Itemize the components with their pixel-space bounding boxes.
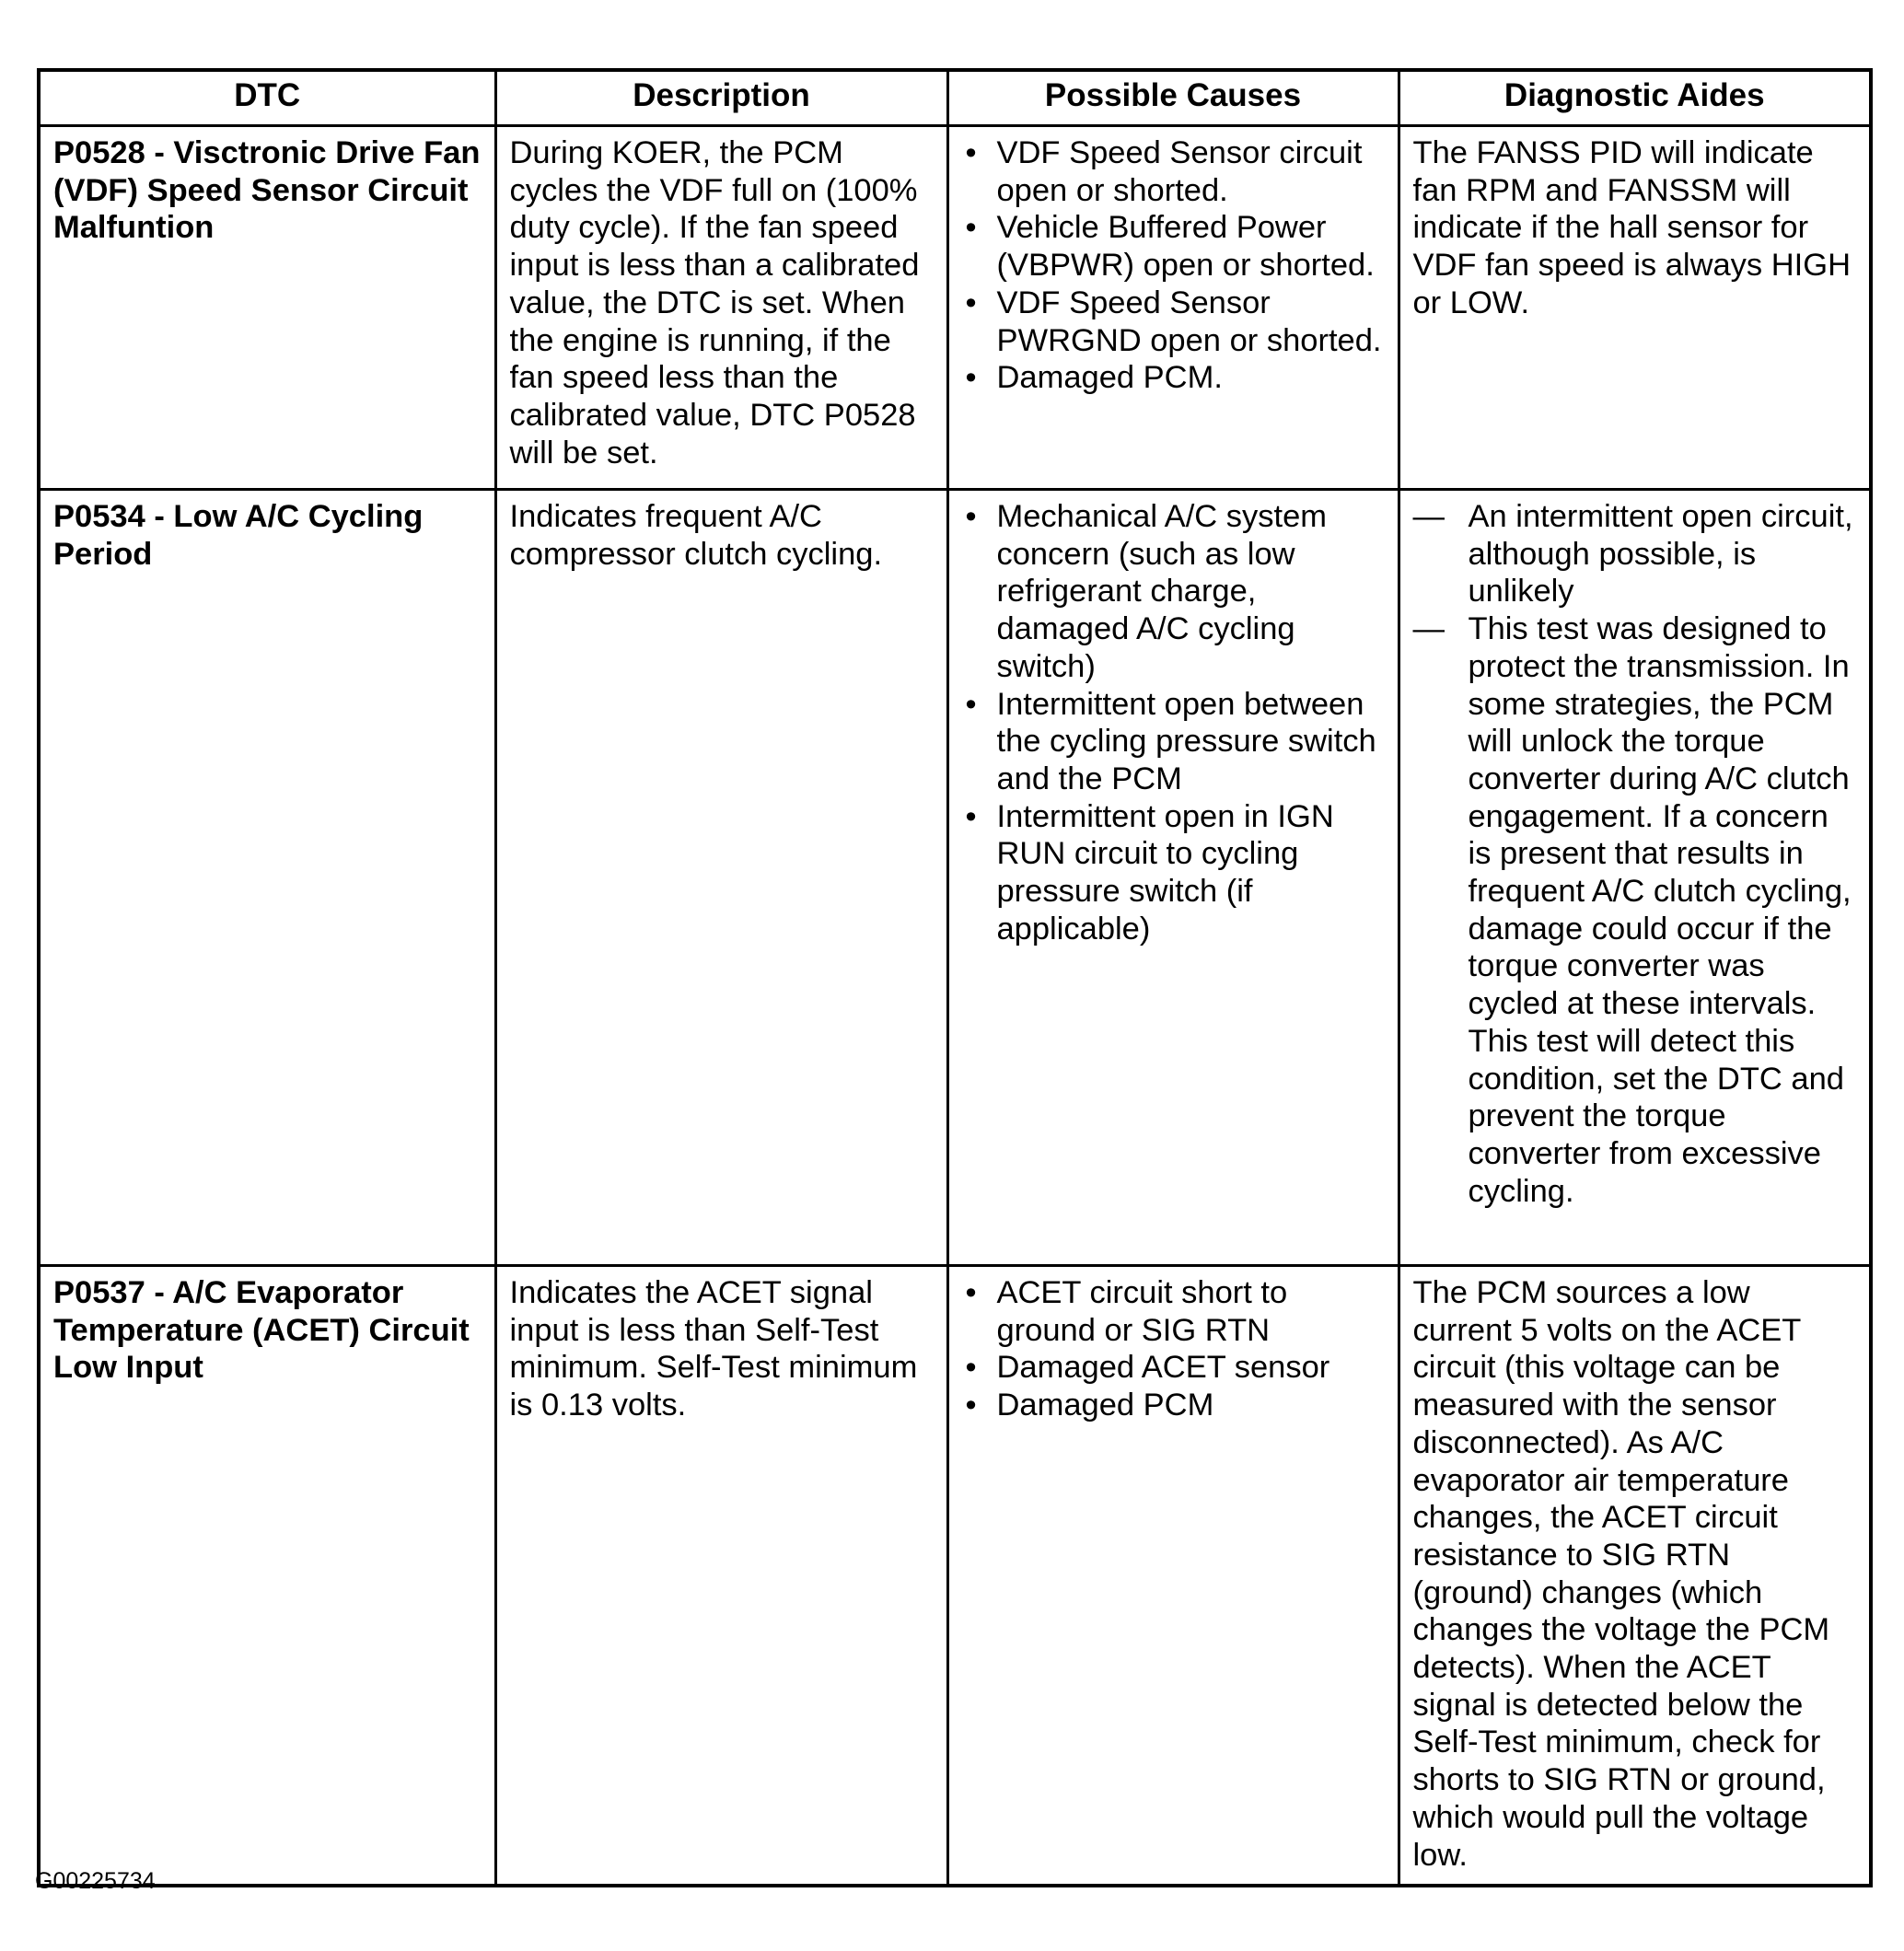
cause-item: • Damaged PCM.	[962, 359, 1385, 397]
causes-cell	[947, 126, 1399, 490]
causes-list	[962, 134, 1385, 397]
causes-list	[962, 498, 1385, 947]
table-header-row	[39, 70, 1871, 126]
dtc-code-cell: P0528 - Visctronic Drive Fan (VDF) Speed Sensor Circuit Malfuntion	[39, 126, 495, 490]
cause-item: • VDF Speed Sensor PWRGND open or shorted.	[962, 285, 1385, 359]
figure-id: G00225734	[35, 1868, 156, 1894]
dtc-code-cell: P0537 - A/C Evaporator Temperature (ACET) Circuit Low Input	[39, 1266, 495, 1887]
causes-cell	[947, 490, 1399, 1266]
description-cell: Indicates the ACET signal input is less than Self-Test minimum. Self-Test minimum is 0.13 volts.	[495, 1266, 947, 1887]
header-possible-causes: Possible Causes	[947, 70, 1399, 126]
aides-cell	[1399, 490, 1871, 1266]
aides-list	[1413, 498, 1857, 1210]
header-diagnostic-aides: Diagnostic Aides	[1399, 70, 1871, 126]
aide-item: — An intermittent open circuit, although possible, is unlikely	[1413, 498, 1857, 610]
dtc-table	[37, 68, 1873, 1887]
header-dtc: DTC	[39, 70, 495, 126]
header-description: Description	[495, 70, 947, 126]
dtc-table-container	[37, 68, 1869, 1887]
table-row	[39, 490, 1871, 1266]
aide-item: — This test was designed to protect the transmission. In some strategies, the PCM will unlock the torque converter during A/C clutch engagement. If a concern is present that results in frequent A/C clutch cycling, damage could occur if the torque converter was cycled at these intervals. This test will detect this condition, set the DTC and prevent the torque converter from excessive cycling.	[1413, 610, 1857, 1210]
cause-item: • Damaged ACET sensor	[962, 1349, 1385, 1387]
description-cell: During KOER, the PCM cycles the VDF full on (100% duty cycle). If the fan speed input is less than a calibrated value, the DTC is set. When the engine is running, if the fan speed less than the calibrated value, DTC P0528 will be set.	[495, 126, 947, 490]
cause-item: • Intermittent open in IGN RUN circuit to cycling pressure switch (if applicable)	[962, 798, 1385, 948]
aides-cell: The FANSS PID will indicate fan RPM and FANSSM will indicate if the hall sensor for VDF fan speed is always HIGH or LOW.	[1399, 126, 1871, 490]
table-row	[39, 1266, 1871, 1887]
causes-cell	[947, 1266, 1399, 1887]
cause-item: • Damaged PCM	[962, 1387, 1385, 1424]
cause-item: • VDF Speed Sensor circuit open or shorted.	[962, 134, 1385, 209]
dtc-code-cell: P0534 - Low A/C Cycling Period	[39, 490, 495, 1266]
aides-cell: The PCM sources a low current 5 volts on the ACET circuit (this voltage can be measured with the sensor disconnected). As A/C evaporator air temperature changes, the ACET circuit resistance to SIG RTN (ground) changes (which changes the voltage the PCM detects). When the ACET signal is detected below the Self-Test minimum, check for shorts to SIG RTN or ground, which would pull the voltage low.	[1399, 1266, 1871, 1887]
description-cell: Indicates frequent A/C compressor clutch cycling.	[495, 490, 947, 1266]
cause-item: • Intermittent open between the cycling pressure switch and the PCM	[962, 686, 1385, 798]
cause-item: • Vehicle Buffered Power (VBPWR) open or shorted.	[962, 209, 1385, 284]
causes-list	[962, 1274, 1385, 1424]
cause-item: • Mechanical A/C system concern (such as low refrigerant charge, damaged A/C cycling switch)	[962, 498, 1385, 686]
table-row	[39, 126, 1871, 490]
cause-item: • ACET circuit short to ground or SIG RTN	[962, 1274, 1385, 1349]
